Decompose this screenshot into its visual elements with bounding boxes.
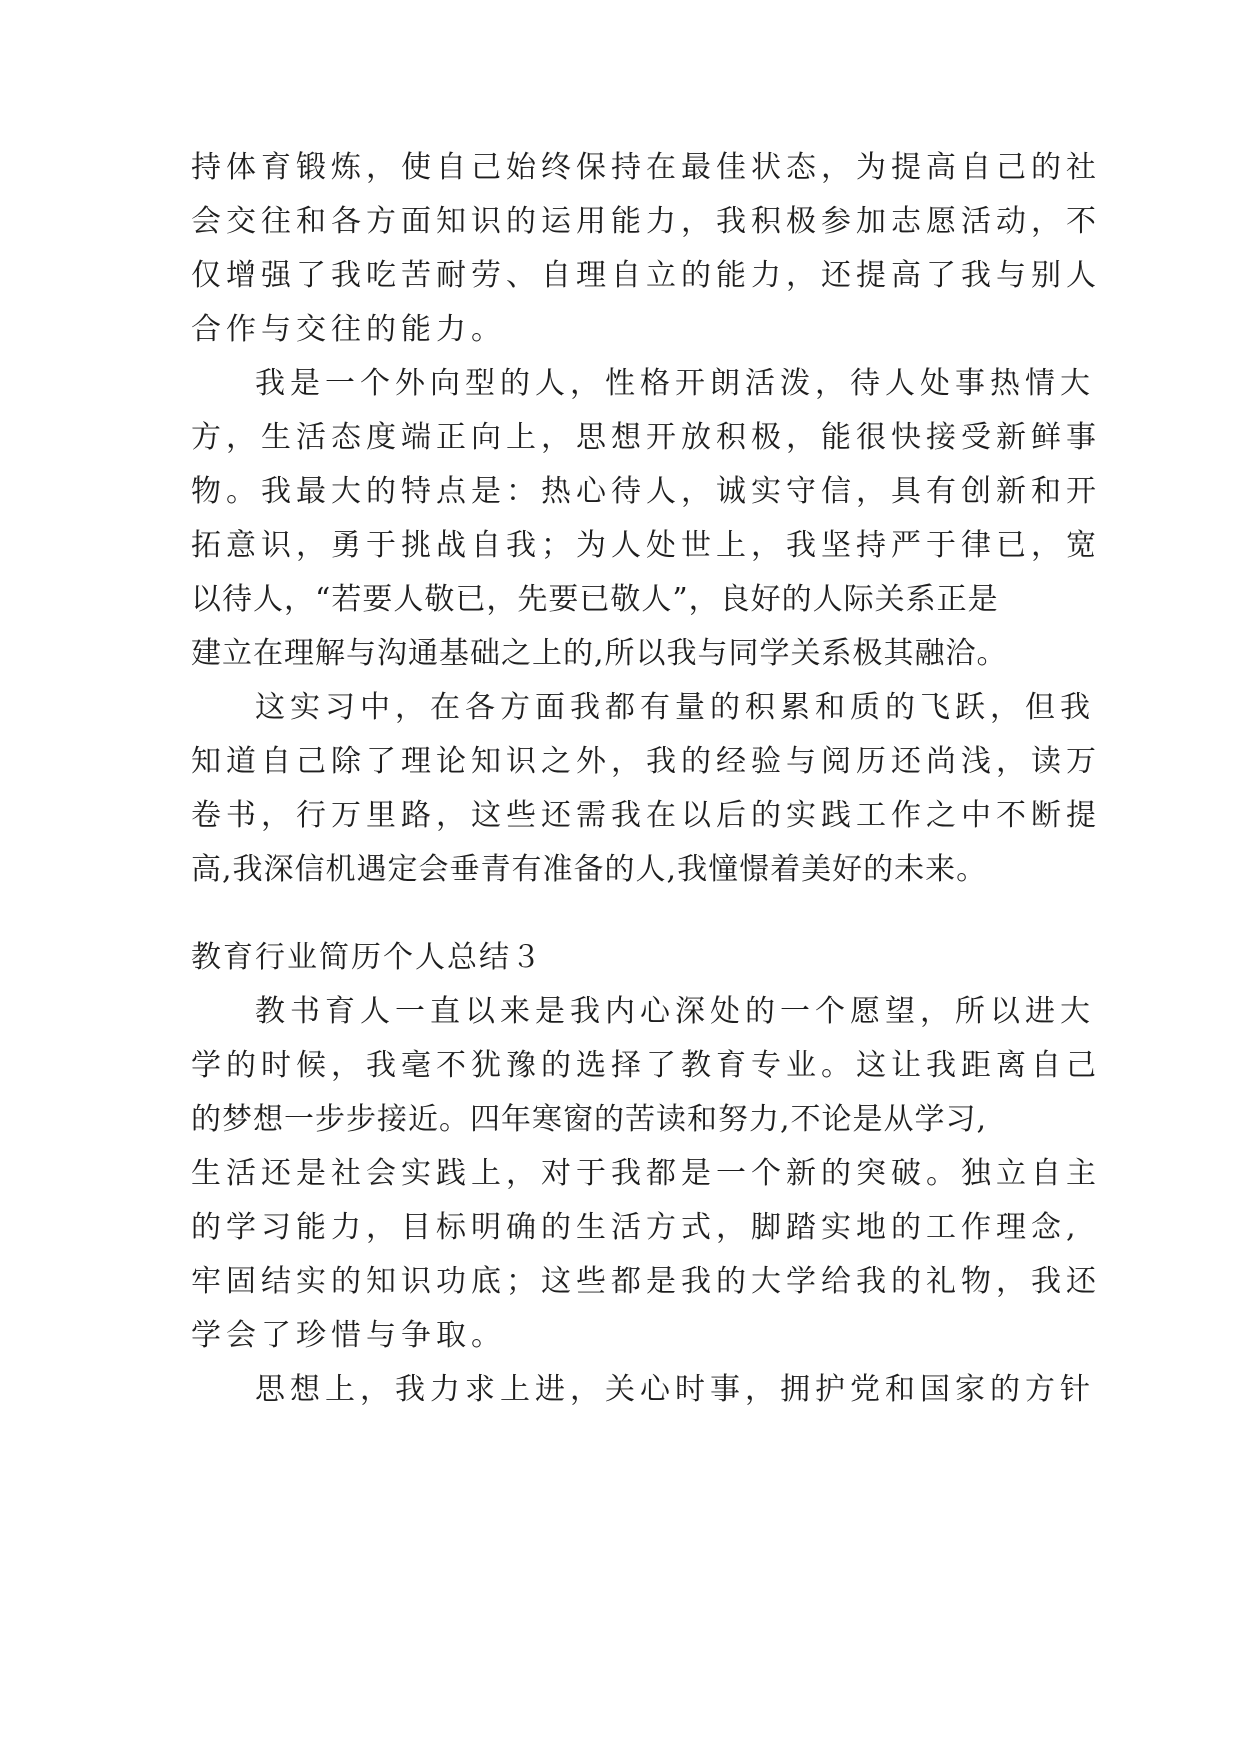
text-line: 的学习能力，目标明确的生活方式，脚踏实地的工作理念, bbox=[191, 1210, 1081, 1245]
text-line: 合作与交往的能力。 bbox=[191, 312, 506, 347]
text-line: 高,我深信机遇定会垂青有准备的人,我憧憬着美好的未来。 bbox=[191, 852, 988, 887]
text-line: 物。我最大的特点是：热心待人，诚实守信，具有创新和开 bbox=[191, 474, 1101, 509]
text-line: 这实习中，在各方面我都有量的积累和质的飞跃，但我 bbox=[255, 690, 1095, 725]
text-line: 教书育人一直以来是我内心深处的一个愿望，所以进大 bbox=[255, 994, 1095, 1029]
text-line: 思想上，我力求上进，关心时事，拥护党和国家的方针 bbox=[255, 1372, 1095, 1407]
text-line: 学会了珍惜与争取。 bbox=[191, 1318, 506, 1353]
text-line: 牢固结实的知识功底；这些都是我的大学给我的礼物，我还 bbox=[191, 1264, 1101, 1299]
text-line: 持体育锻炼，使自己始终保持在最佳状态，为提高自己的社 bbox=[191, 150, 1101, 185]
text-line: 建立在理解与沟通基础之上的,所以我与同学关系极其融洽。 bbox=[191, 636, 1008, 671]
text-line: 的梦想一步步接近。四年寒窗的苦读和努力,不论是从学习, bbox=[191, 1102, 988, 1137]
text-line: 生活还是社会实践上，对于我都是一个新的突破。独立自主 bbox=[191, 1156, 1101, 1191]
section-heading: 教育行业简历个人总结３ bbox=[191, 940, 543, 975]
text-line: 仅增强了我吃苦耐劳、自理自立的能力，还提高了我与别人 bbox=[191, 258, 1101, 293]
text-line: 以待人，“若要人敬已，先要已敬人”，良好的人际关系正是 bbox=[191, 582, 999, 617]
text-line: 会交往和各方面知识的运用能力，我积极参加志愿活动，不 bbox=[191, 204, 1101, 239]
text-line: 知道自己除了理论知识之外，我的经验与阅历还尚浅，读万 bbox=[191, 744, 1101, 779]
text-line: 方，生活态度端正向上，思想开放积极，能很快接受新鲜事 bbox=[191, 420, 1101, 455]
text-line: 卷书，行万里路，这些还需我在以后的实践工作之中不断提 bbox=[191, 798, 1101, 833]
text-line: 我是一个外向型的人，性格开朗活泼，待人处事热情大 bbox=[255, 366, 1095, 401]
text-line: 拓意识，勇于挑战自我；为人处世上，我坚持严于律已，宽 bbox=[191, 528, 1101, 563]
text-line: 学的时候，我毫不犹豫的选择了教育专业。这让我距离自己 bbox=[191, 1048, 1101, 1083]
